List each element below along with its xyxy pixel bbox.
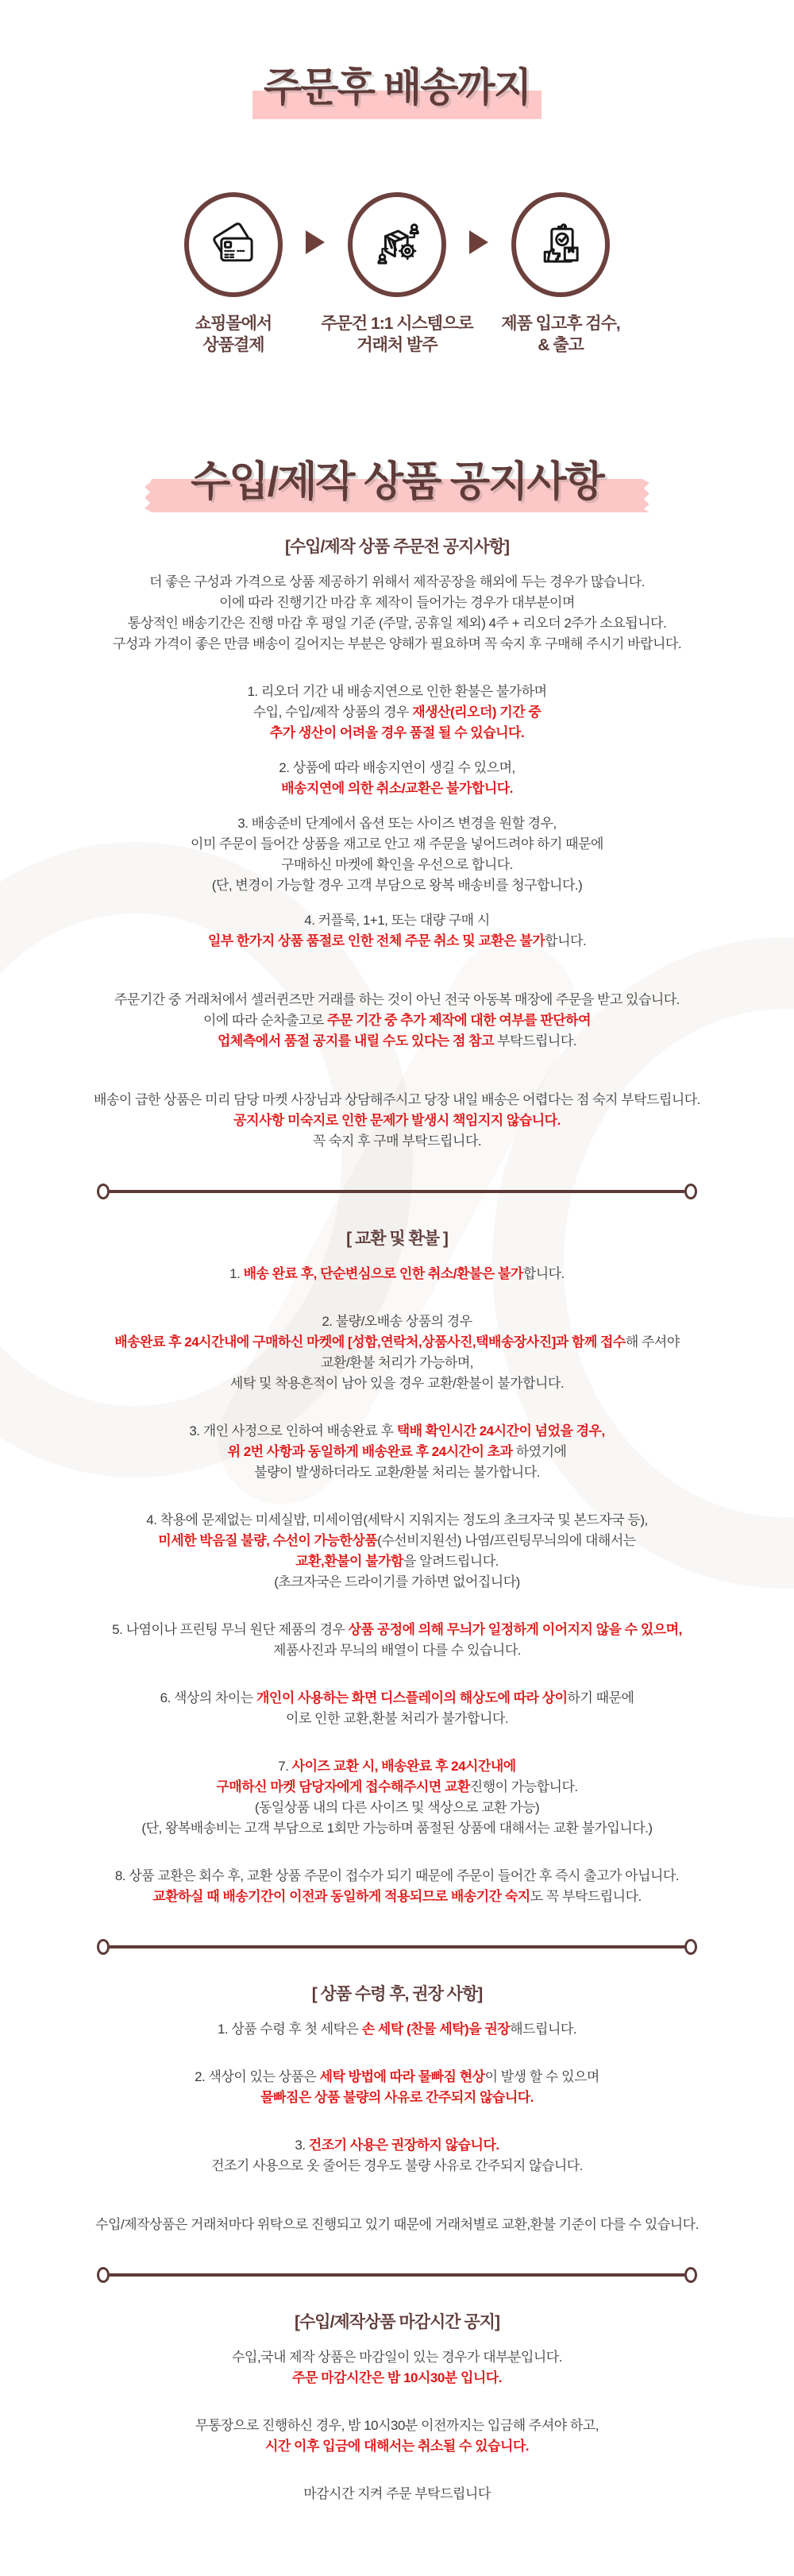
notice-text-red: 배송완료 후 24시간내에 구매하신 마켓에 [성함,연락처,상품사진,택배송장사진]과 함께 접수 (114, 1334, 626, 1350)
notice-text-red: 사이즈 교환 시, 배송완료 후 24시간내에 (291, 1759, 516, 1774)
notice-line (0, 2156, 794, 2176)
notice-text: 을 알려드립니다. (403, 1554, 499, 1569)
notice-text: 제품사진과 무늬의 배열이 다를 수 있습니다. (273, 1643, 521, 1658)
notice-paragraph (0, 1421, 794, 1483)
notice-paragraph (0, 990, 794, 1052)
notice-text: 건조기 사용으로 옷 줄어든 경우도 불량 사유로 간주되지 않습니다. (211, 2158, 583, 2173)
notice-line (0, 2215, 794, 2235)
notice-text: (초크자국은 드라이기를 가하면 없어집니다) (274, 1574, 520, 1589)
inspection-shipping-icon (534, 218, 587, 271)
step-label-line2: & 출고 (538, 336, 584, 354)
notice-text: 구매하신 마켓에 확인을 우선으로 합니다. (281, 857, 513, 872)
notice-text: 교환/환불 처리가 가능하며, (320, 1355, 474, 1370)
notice-text: 수입/제작상품은 거래처마다 위탁으로 진행되고 있기 때문에 거래처별로 교환,환불 기준이 다를 수 있습니다. (95, 2217, 699, 2232)
divider-ring (97, 2267, 110, 2283)
notice-line (0, 1110, 794, 1131)
notice-paragraph (0, 1311, 794, 1394)
notice-paragraph (0, 1264, 794, 1284)
notice-text: 이미 주문이 들어간 상품을 재고로 안고 재 주문을 넣어드려야 하기 때문에 (191, 836, 603, 852)
notice-text-red: 배송 완료 후, 단순변심으로 인한 취소/환불은 불가 (243, 1266, 523, 1281)
notice-text: 1. (229, 1266, 244, 1281)
notice-paragraph (0, 2347, 794, 2389)
notice-text: 2. 색상이 있는 상품은 (195, 2069, 320, 2084)
notice-text-red: 시간 이후 입금에 대해서는 취소될 수 있습니다. (264, 2439, 530, 2454)
notice-text: 4. 커플룩, 1+1, 또는 대량 구매 시 (304, 913, 490, 928)
notice-line (0, 1620, 794, 1640)
notice-text: 부탁드립니다. (494, 1033, 576, 1049)
step-label-line1: 제품 입고후 검수, (501, 315, 620, 333)
notice-line (0, 2416, 794, 2436)
notice-text-red: 교환,환불이 불가함 (295, 1554, 403, 1569)
order-process-row (0, 192, 794, 356)
notice-text: 이에 따라 진행기간 마감 후 제작이 들어가는 경우가 대부분이며 (219, 595, 575, 610)
notice-line (0, 1798, 794, 1818)
notice-title-wrap (191, 448, 603, 508)
notice-line (0, 1462, 794, 1483)
notice-text: 진행이 가능합니다. (469, 1779, 578, 1794)
divider-ring (97, 1184, 110, 1199)
notice-text: 이 발생 할 수 있으며 (484, 2069, 599, 2084)
notice-text-red: 세탁 방법에 따라 물빠짐 현상 (319, 2069, 485, 2084)
notice-line (0, 702, 794, 723)
notice-text: 3. 개인 사정으로 인하여 배송완료 후 (189, 1423, 397, 1439)
notice-text: (단, 변경이 가능할 경우 고객 부담으로 왕복 배송비를 청구합니다.) (211, 878, 583, 893)
notice-line (0, 1131, 794, 1152)
section-divider (97, 1184, 697, 1199)
notice-text: 하였기에 (512, 1444, 567, 1459)
divider-ring (684, 1184, 697, 1199)
step-circle (511, 192, 610, 297)
notice-text-red: 업체측에서 품절 공지를 내릴 수도 있다는 점 참고 (218, 1033, 495, 1049)
divider-ring (684, 1939, 697, 1955)
notice-text-red: 미세한 박음질 불량, 수선이 가능한상품 (158, 1533, 378, 1548)
notice-paragraph (0, 1866, 794, 1907)
notice-line (0, 1572, 794, 1593)
notice-paragraph (0, 1510, 794, 1593)
notice-text: 무통장으로 진행하신 경우, 밤 10시30분 이전까지는 입금해 주셔야 하고, (195, 2418, 599, 2433)
notice-line (0, 1531, 794, 1551)
notice-line (0, 813, 794, 834)
notice-paragraph (0, 1620, 794, 1661)
notice-text-red: 배송지연에 의한 취소/교환은 불가합니다. (281, 781, 513, 796)
notice-text: 더 좋은 구성과 가격으로 상품 제공하기 위해서 제작공장을 해외에 두는 경우가 많습니다. (149, 574, 645, 589)
notice-text-red: 구매하신 마켓 담당자에게 접수해주시면 교환 (216, 1779, 470, 1794)
notice-paragraph (0, 2067, 794, 2108)
section-heading: [수입/제작 상품 주문전 공지사항] (284, 538, 510, 556)
notice-line (0, 1353, 794, 1373)
notice-line (0, 834, 794, 855)
section-heading: [ 교환 및 환불 ] (346, 1230, 448, 1248)
notice-text: (동일상품 내의 다른 사이즈 및 색상으로 교환 가능) (254, 1800, 540, 1815)
notice-line (0, 634, 794, 655)
notice-paragraph (0, 910, 794, 952)
notice-line (0, 2067, 794, 2087)
notice-paragraph (0, 1090, 794, 1152)
notice-text-red: 재생산(리오더) 기간 중 (412, 705, 542, 720)
notice-text: 8. 상품 교환은 회수 후, 교환 상품 주문이 접수가 되기 때문에 주문이 들어간 후 즉시 출고가 아닙니다. (114, 1868, 680, 1883)
notice-line (0, 2347, 794, 2368)
notice-text: 6. 색상의 차이는 (160, 1690, 256, 1705)
notice-line (0, 1777, 794, 1798)
section-heading: [ 상품 수령 후, 권장 사항] (311, 1985, 483, 2003)
notice-line (0, 910, 794, 931)
notice-text-red: 추가 생산이 어려울 경우 품절 될 수 있습니다. (269, 725, 525, 740)
notice-text: 하기 때문에 (567, 1690, 634, 1705)
notice-paragraph (0, 1756, 794, 1839)
notice-line (0, 990, 794, 1010)
notice-paragraph (0, 2215, 794, 2235)
notice-line (0, 1688, 794, 1709)
notice-text: 해드립니다. (510, 2022, 577, 2037)
notice-line (0, 2135, 794, 2156)
notice-text: 이로 인한 교환,환불 처리가 불가합니다. (285, 1711, 509, 1726)
notice-line (0, 2484, 794, 2505)
credit-card-icon (207, 218, 260, 271)
notice-text-red: 공지사항 미숙지로 인한 문제가 발생시 책임지지 않습니다. (233, 1113, 561, 1128)
notice-text-red: 택배 확인시간 24시간이 넘었을 경우, (396, 1423, 605, 1439)
page-title: 주문후 배송까지 (264, 65, 530, 110)
notice-line (0, 572, 794, 593)
notice-line (0, 1264, 794, 1284)
notice-text: 구성과 가격이 좋은 만큼 배송이 길어지는 부분은 양해가 필요하며 꼭 숙지 후 구매해 주시기 바랍니다. (112, 636, 682, 651)
notice-text-red: 주문 기간 중 추가 제작에 대한 여부를 판단하여 (326, 1013, 592, 1028)
notice-text-red: 손 세탁 (찬물 세탁)을 권장 (361, 2022, 511, 2037)
notice-line (0, 1031, 794, 1052)
notice-body (0, 536, 794, 2505)
notice-line (0, 682, 794, 702)
notice-line (0, 2087, 794, 2108)
notice-line (0, 1373, 794, 1394)
divider-bar (109, 1945, 685, 1948)
notice-line (0, 875, 794, 896)
notice-text: 해 주셔야 (625, 1334, 680, 1350)
bottom-spacer (0, 2505, 794, 2576)
notice-text: 5. 나염이나 프린팅 무늬 원단 제품의 경우 (112, 1622, 349, 1637)
notice-line (0, 2368, 794, 2389)
notice-text: 이에 따라 순차출고로 (202, 1013, 327, 1028)
divider-bar (109, 2273, 685, 2277)
process-step-inspection (461, 192, 660, 356)
notice-line (0, 2436, 794, 2457)
step-label (195, 313, 272, 356)
section-divider (97, 1939, 697, 1955)
notice-text-red: 교환하실 때 배송기간이 이전과 동일하게 적용되므로 배송기간 숙지 (152, 1889, 530, 1904)
notice-text-red: 건조기 사용은 권장하지 않습니다. (308, 2138, 499, 2153)
notice-text: 7. (278, 1759, 292, 1774)
notice-line (0, 593, 794, 613)
notice-text: 세탁 및 착용흔적이 남아 있을 경우 교환/환불이 불가합니다. (229, 1376, 565, 1391)
notice-line (0, 1510, 794, 1531)
step-label (501, 313, 620, 356)
divider-ring (684, 2267, 697, 2283)
main-title-wrap (264, 56, 530, 113)
divider-bar (109, 1190, 685, 1193)
step-label-line2: 거래처 발주 (357, 336, 437, 354)
notice-paragraph (0, 682, 794, 743)
notice-text-red: 일부 한가지 상품 품절로 인한 전체 주문 취소 및 교환은 불가 (207, 933, 545, 948)
notice-line (0, 931, 794, 952)
notice-line (0, 2019, 794, 2040)
step-label-line2: 상품결제 (202, 336, 264, 354)
notice-text: 3. (295, 2138, 309, 2153)
notice-paragraph (0, 2484, 794, 2505)
notice-text: 수입, 수입/제작 상품의 경우 (252, 705, 413, 720)
notice-paragraph (0, 2019, 794, 2040)
notice-text: 2. 상품에 따라 배송지연이 생길 수 있으며, (279, 760, 515, 775)
notice-line (0, 855, 794, 875)
notice-line (0, 1756, 794, 1777)
notice-line (0, 723, 794, 743)
section-divider (97, 2267, 697, 2283)
notice-text: 1. 상품 수령 후 첫 세탁은 (217, 2022, 362, 2037)
notice-paragraph (0, 1688, 794, 1729)
notice-text-red: 물빠짐은 상품 불량의 사유로 간주되지 않습니다. (260, 2090, 534, 2105)
step-circle (348, 192, 446, 297)
notice-text: 수입,국내 제작 상품은 마감일이 있는 경우가 대부분입니다. (232, 2350, 562, 2365)
notice-line (0, 1421, 794, 1442)
notice-line (0, 1818, 794, 1839)
notice-line (0, 1887, 794, 1907)
notice-text: (수선비지원선) 나염/프린팅무늬의에 대해서는 (377, 1533, 636, 1548)
notice-text: 불량이 발생하더라도 교환/환불 처리는 불가합니다. (254, 1465, 540, 1480)
notice-text: 4. 착용에 문제없는 미세실밥, 미세이염(세탁시 지워지는 정도의 초크자국 및 본드자국 등), (146, 1512, 648, 1527)
notice-line (0, 1311, 794, 1332)
notice-text: 2. 불량/오배송 상품의 경우 (322, 1314, 472, 1329)
order-system-icon (371, 218, 423, 271)
notice-paragraph (0, 2416, 794, 2457)
notice-line (0, 778, 794, 799)
notice-line (0, 1709, 794, 1729)
notice-line (0, 758, 794, 778)
notice-paragraph (0, 758, 794, 799)
notice-text: 주문기간 중 거래처에서 셀러퀸즈만 거래를 하는 것이 아닌 전국 아동복 매장에 주문을 받고 있습니다. (114, 992, 680, 1007)
notice-line (0, 1442, 794, 1462)
notice-paragraph (0, 572, 794, 655)
notice-text: 도 꼭 부탁드립니다. (530, 1889, 642, 1904)
notice-text-red: 개인이 사용하는 화면 디스플레이의 해상도에 따라 상이 (256, 1690, 568, 1705)
notice-text: 합니다. (522, 1266, 565, 1281)
step-label-line1: 쇼핑몰에서 (195, 315, 272, 333)
notice-line (0, 1551, 794, 1572)
notice-text: 통상적인 배송기간은 진행 마감 후 평일 기준 (주말, 공휴일 제외) 4주 + 리오더 2주가 소요됩니다. (127, 616, 667, 631)
notice-text-red: 주문 마감시간은 밤 10시30분 입니다. (292, 2370, 502, 2385)
notice-text: 꼭 숙지 후 구매 부탁드립니다. (312, 1134, 482, 1149)
step-circle (184, 192, 283, 297)
notice-text: 배송이 급한 상품은 미리 담당 마켓 사장님과 상담해주시고 당장 내일 배송은 어렵다는 점 숙지 부탁드립니다. (94, 1092, 700, 1107)
notice-line (0, 1640, 794, 1661)
divider-ring (97, 1939, 110, 1955)
notice-text: 3. 배송준비 단계에서 옵션 또는 사이즈 변경을 원할 경우, (237, 816, 557, 831)
step-label-line1: 주문건 1:1 시스템으로 (321, 315, 473, 333)
step-label (321, 313, 472, 356)
notice-text: (단, 왕복배송비는 고객 부담으로 1회만 가능하며 품절된 상품에 대해서는 교환 불가입니다.) (141, 1821, 653, 1836)
notice-line (0, 1090, 794, 1110)
notice-text-red: 위 2번 사항과 동일하게 배송완료 후 24시간이 초과 (227, 1444, 513, 1459)
notice-paragraph (0, 813, 794, 896)
notice-line (0, 1010, 794, 1031)
section-heading: [수입/제작상품 마감시간 공지] (295, 2313, 499, 2331)
notice-text: 합니다. (545, 933, 587, 948)
notice-title: 수입/제작 상품 공지사항 (191, 459, 603, 505)
notice-text: 1. 리오더 기간 내 배송지연으로 인한 환불은 불가하며 (247, 684, 547, 699)
notice-text: 마감시간 지켜 주문 부탁드립니다 (303, 2486, 491, 2501)
notice-text-red: 상품 공정에 의해 무늬가 일정하게 이어지지 않을 수 있으며, (348, 1622, 682, 1637)
notice-line (0, 1866, 794, 1887)
notice-line (0, 1332, 794, 1353)
notice-paragraph (0, 2135, 794, 2176)
notice-line (0, 613, 794, 634)
